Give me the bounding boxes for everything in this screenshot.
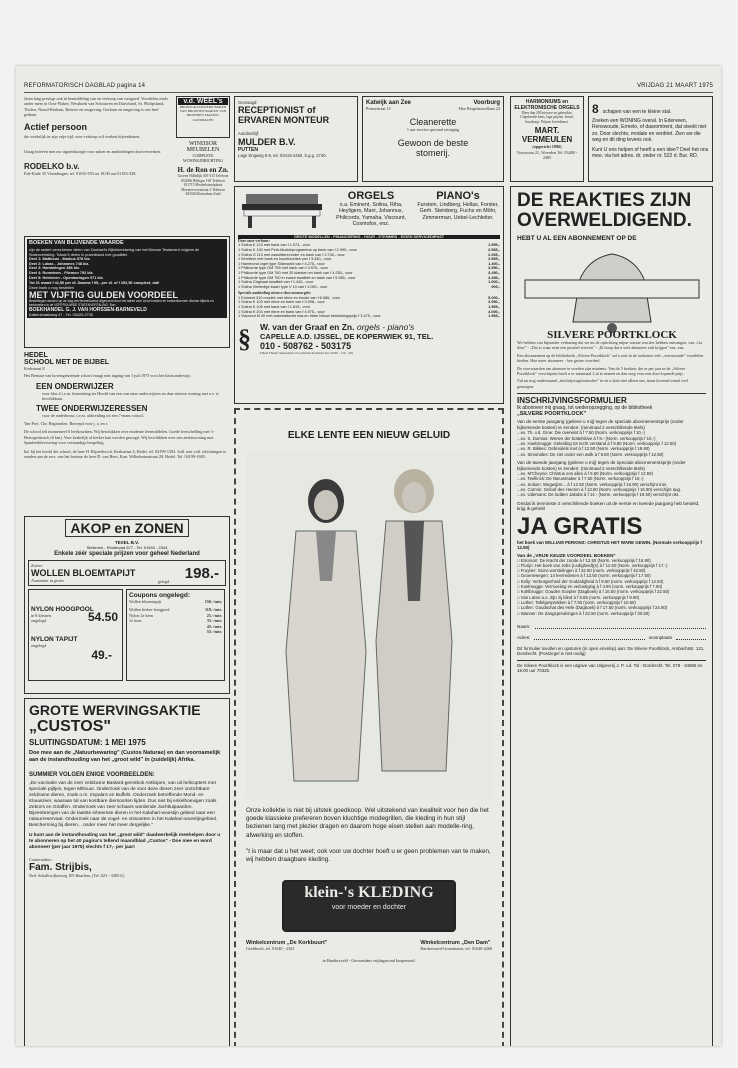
akop-ad [24,516,230,694]
form-item[interactable]: ...ex. Hoebreugge: Geleiding tot recht verstand à f 9.80 (Norm. verkoopprijs f 12.50) [517,441,677,447]
custos-title: „CUSTOS" [29,718,111,735]
capelle-address: CAPELLE A.D. IJSSEL, DE KOPERWIEK 91, TEL. [260,331,434,341]
boeken-handel: BOEKHANDEL G. J. VAN HORSSEN-BARNEVELD [29,307,147,314]
header-right: VRIJDAG 21 MAART 1975 [636,83,713,89]
wollen-title: WOLLEN BLOEMTAPIJT [31,568,136,579]
rodelko-name: RODELKO b.v. [24,162,80,172]
boeken-deel-4: Deel 4: Romeinen - Filemon 792 blz. [29,270,94,275]
summier-body: „De vacinatie van de zeer zeldzame Bastard-gemsbok Antilopen, van uit helicopters met speciale pijltjes, tegen Miltvuur. Onderzoek van de voor deze dieren zeer onzichtbare zeldzame dieren, zoals o.m. Impala's en Buffels. Onderzoek betreffende Mond- en Klauwzeer, waaraan tal van kostbare diersoorten lijden. Dus niet bij enkelhoevigen zoals Zebra's en Giraffen. Onderzoek van zeer schaars wordende Jachtluipaarden. Bijeenbrengen van de laatste inheemse dieren in het Kalahari-woestijn gebied naar een natuurreservaat. Onderzoek naar de vogel- en vissoorten in het Kalahari-woestijngebied. Bescherming bij dieren... onder meer het meer dergelijke." [29,780,218,828]
column-left [24,96,230,1038]
putten-city: PUTTEN [238,146,258,153]
boeken-heading-2: MET VIJFTIG GULDEN VOORDEEL [29,290,179,301]
price-row-value: 2.565,- [488,248,500,252]
coupon-price: 55.-/mtr. [206,629,222,635]
coupon-label: Wollen berber hoogpool [129,607,170,613]
form-footer: Dit formulier invullen en opsturen (in open envelop) aan: De Silvere Poortklock, Ambachtstr. 121, Dordrecht. (Postzegel is niet nodig) [517,645,705,657]
price-row [238,285,500,290]
windsor-title: WINDSOR MEUBELEN [186,141,220,153]
vermeulen-ad [510,96,584,182]
school-address: Kerkstraat 8 [24,366,45,371]
winkel-1-name: Winkelcentrum „De Korkbuurt" [246,940,328,947]
lente-quote: "t is maar dat u het weet; ook voor uw dochter hoeft u er geen problemen van te maken, wij hebben draagbare kleding. [246,847,491,864]
silvere-logo: SILVERE POORTKLOCK [547,329,677,341]
form-item[interactable]: □ Luther: Goudschat des Hele (Dagboek) à f 17.50 (norm. verkoopprijs f 24.50) [517,605,668,611]
actief-title: Actief persoon [24,121,88,132]
graaf-small: Filiaal Thalen, Westerblad 13 te Dordrecht mantel Tel. 01665 - 156 - 529 [260,350,353,355]
price-row-name: 1 Solina K 103 met ritme en bank van f 3.998,- voor [238,300,325,305]
woning-body: Zoeken een WONING overal. In Ederveen, Renswoude, Ermelo, of daaromtrent, dat steekt niet zo. Door slechte, modale en verdriet. Zien we die weg en dit ding tevens ook. [592,118,707,143]
price-row-value: 1.965,- [488,314,500,319]
silvere-body-4: Vul nu nog onderstaand „inschrijvingsformulier" in en u doet niet alleen ons, maar bovenal vanaf veel genoegen. [517,378,689,389]
form-item[interactable]: □ Luther: Tafelgesprekken à f 7.50 (norm. verkoopprijs f 10.50) [517,599,636,605]
form-intro-2: Van de tweede jaargang (gelieve u mij) tegen de speciale abonnementsprijs (onder bijkomende kosten) te zenden: (minimaal 2 verschillende titels) [517,459,686,471]
weel-logo: v.d. WEEL's [178,98,228,105]
form-item[interactable]: □ Ericsson: De kracht der zonde à f 12.50 (Norm. verkoopprijs f 16.90) [517,557,651,563]
lente-title: ELKE LENTE EEN NIEUW GELUID [287,430,451,441]
fam-name: Fam. Strijbis, [29,862,92,873]
pianos-col [416,190,500,233]
form-item[interactable]: ...ex. R. Bikkes: Gebreidels met à f 12.50 (Norm. verkoopprijs f 19.90) [517,446,650,452]
form-intro: Van de eerste jaargang (gelieve u mij) tegen de speciale abonnementsprijs (onder bijkomende kosten) te zenden: (minimaal 2 verschillende titels) [517,419,684,430]
winkel-1-address: Geeldreeft, tel. 01640 - 2363 [246,946,295,952]
wollen-suffix: gelegd [157,579,169,584]
coupon-price: 45.-/mtr. [206,623,222,629]
coupon-label: Wollen bloemtapijt [129,599,162,604]
price-row-value: 2.265,- [488,252,500,257]
fam-address: Ned. Schalkwijkerweg 105 Haarlem, (Tel. 023 - 338511) [29,873,125,878]
gevraagd-label: Gevraagd: [238,100,258,105]
mart-name: MART. VERMEULEN [521,126,573,145]
nylon2-price: 49.- [91,648,112,662]
graaf-text [260,322,433,356]
graaf-name-line [260,322,433,332]
header-left: REFORMATORISCH DAGBLAD pagina 14 [24,83,146,89]
price-row-value: 3.950,- [488,300,500,305]
akop-logo-wrap [28,520,226,538]
lente-body: Onze kollektie is niet bij uitstek goedkoop. Wel uitstekend van kwaliteit voor hen die het goede klassieke prefereren boven kluchtige modegrillen, die kleding in hun stijl bezienen lang met plezier dragen en daarom hoge eisen stellen aan modelle-ring, afwerking en stoffen. [246,807,489,839]
column-right [510,96,713,1038]
naam-row [517,624,706,629]
price-row-name: 1 Philicorde type GM 750 in zware kwaliteit en bank van f 5.565,- voor [238,275,356,280]
price-row-name: 1 Philicorde type GM 755 met bank van f 4.975,- voor [238,266,328,271]
silvere-body-2: Een abonnement op de bibliotheek „Silvere Poortklock" zal u ook in de toekomst vele „verrassende" voordelen bieden. Hoe meer abonnees - hoe groter voordeel. [517,352,704,364]
nylon-price: 54.50 [87,610,118,624]
lente-footer: in Hardinxveld - Giessendam vrijdagavond koopavond. [322,957,416,963]
price-row-value: 900,- [491,284,500,289]
boeken-slogan: Deze boek u nog bestellen [29,285,74,290]
intro-text: Jaren lang prestige ook in bemiddeling van en verkoop van vastgoed. Voordelen zoals onder meer in Oost-Flakee, Westhoek van Schouwen en Duiveland, St. Philipsland, Tholen, Noord-Brabant, Betuwe en omgeving, Gorkum en omgeving is ons heel gedaan. [24,96,168,118]
onderwijzer-sub: voor klas 4 t.e.m. benoeming ter Hoofd van een van onze onderwijzers en daar nieuwe woning met o.v. is beschikbaar. [42,390,219,402]
putten-address: Lage Engweg 6-8, tel. 03419-2450, b.g.g. 2740. [238,152,327,158]
winkel-2-name: Winkelcentrum „Den Dam" [420,940,491,947]
page-header [24,82,713,93]
orgel-bar: GROTE MODELLEN - FINANCIERING - HUUR - STEMMEN - EIGEN SERVICEDIENST [238,235,500,239]
coupon-label: 1e keus [129,618,142,624]
orgel-image-wrap [238,190,326,233]
vrije-items [517,558,706,616]
school-contact: Inl. bij het hoofd der school, de heer H. Rijsterbosch, Kerkstraat 4, Hedel, tel. 04199-1392. Soll. met volt. inlichtingen te zenden aan de secr. van het bestuur de heer D. van Hees, Kon. Wilhelminastraat 20, Hedel. Tel. 04199-1683. [24,448,227,460]
form-item[interactable]: □ Florijn: Het boek van Jobs (Ledigheid)(e) à f 12.50 (Norm. verkoopprijs f 17.-) [517,562,668,568]
coupons-box [126,589,225,681]
orgels-ad [234,186,504,404]
klein-logo [282,880,456,932]
form-item[interactable]: ...ex. Simonides: De ziel onder een wolk à f 9.80 (Norm. verkoopprijs f 12.50) [517,451,664,457]
school-name: SCHOOL MET DE BIJBEL [24,359,110,366]
price-row [238,314,500,319]
winkel-2-address: Hardervoord-Groesmeten, tel. 01640-4260 [420,946,492,952]
akop-address: Steilenstr - Rinderpad 877 - Tel. 01940 - 2344 [86,545,168,550]
form-item[interactable]: □ Koelmogge: Vermoeiing en verlustiging à f 4.90 (norm. verkoopprijs f 7.50) [517,584,663,590]
woning-number: 8 [592,102,599,116]
lente-ad [234,408,504,1046]
models-photo [246,451,492,799]
winkel-1 [246,940,327,951]
coupon-price: 25.-/mtr. [206,612,222,618]
divider [517,660,706,661]
mart-year: (opgericht 1896) [532,144,562,150]
actief-body: die werkelijk in zijn vrije tijd, voor verkoop wil werken bijverdienen. [24,133,141,139]
column-middle [234,96,504,1038]
nylon2-title: NYLON TAPIJT [31,635,78,643]
doe-mee: Doe mee aan de „Natuurbewaring" (Custos Naturae) en dan voornamelijk aan de instandhouding van het „groot wild" in (zuidelijk) Afrika. [29,750,221,763]
form-item[interactable]: ...ex. Solium: Wegwijzer... à f 12.50 (Norm. verkoopprijs f 16.90) verschijnt mei. [517,481,668,487]
boeken-deel-5: Deel 5: Hebreeen - Openbaringen 571 blz. [29,275,104,280]
price-row-name: 1 Solina K 106 met bank van f 1.819,- voor [238,304,310,309]
weel-sub: BRONSGRASOWERIJ BOREN VAN BRONNEN MAKEN VAN BRONNEN MAKING ZANDPALEN [179,105,227,122]
autobedrijf-label: Autobedrijf: [238,131,260,137]
coupon-price: 118.-/mtr. [204,607,222,613]
bell-illustration [517,246,707,336]
price-row-value: 1.400,- [488,261,500,266]
cleanerette-addresses [366,106,500,111]
vrije-title: Van de „VRIJE KEUZE VOORDEEL BOEKEN" [517,552,616,558]
form-sub: Ik abonneer mij graag, tot wederopzegging, op de bibliotheek [517,405,653,412]
orgel-list [238,243,500,289]
price-row-value: 1.565,- [488,304,500,309]
mulder-name: MULDER B.V. [238,136,296,147]
boeken-address: Kalkenbraakweg 47 - Tel. 03420-2735 [29,312,93,317]
naam-field[interactable] [535,624,706,629]
coupon-price: 35.-/mtr. [206,618,222,624]
newspaper-page [16,66,721,1046]
rodelko-address: Ede-Kade 35 Vlaardingen, tel. 01010-555 na 18.00 uur 01183-338. [24,171,137,177]
winkel-2 [420,940,492,951]
school-requirements: Van Prot. Chr. Beginselen. Beroepd voor j. a. en r. [24,421,108,427]
nylon-sub: in 8 kleuren [31,613,52,618]
form-item[interactable]: □ Van Laren a.o. Zijn zij blind à f 5.85 (norm. verkoopprijs f 8.90) [517,594,640,600]
adres-label: Adres: [517,634,531,640]
graaf-phone: 010 - 508762 - 503175 [260,340,352,351]
price-row-name: 1 Wurlitzer met bank en koortfuncties van f 3.340,- voor [238,257,332,262]
school-intro: Het Bestuur van bovengenoemde school vraagt met ingang van 1 juli 1975 voor het basisonderwijs: [24,373,192,379]
price-row-name: 1 Solina K 123 met bank van f 1.973,- voor [238,243,310,248]
form-item[interactable]: ...ex. M'Cheyne: Christus ons alles à f 9.50 (Norm. verkoopprijs f 12.50) [517,471,653,477]
boeken-deel-2: Deel 2: Lukas - Johannes 748 blz. [29,261,90,266]
adres-row [517,635,706,640]
gratis-sub: het boek van WILLIAM PERKINS: CHRISTUS HET WARE GEWIN. (Normale verkoopprijs f 12.50) [517,539,702,551]
form-title: INSCHRIJVINGSFORMULIER [517,396,627,406]
graaf-name: W. van der Graaf en Zn. [260,321,355,332]
price-row-value: 4.000,- [488,309,500,314]
boeken-deel-1: Deel 1: Mattheus - Markus 578 blz. [29,257,91,262]
nylon-title: NYLON HOOGPOOL [31,606,94,613]
receptionist-title: RECEPTIONIST of ERVAREN MONTEUR [238,105,330,126]
twee-sub: voor de onderbouw, i.e.m. uitbreiding tot een 7-mans school. [42,412,144,418]
woning-ad [588,96,713,182]
windsor-ad [176,141,230,197]
boeken-price: Tot 31 maart f 42,50 per dl. Daarna f 55,- per dl. of f 252,50 compleet, dat! [29,281,160,286]
boeken-title: BOEKEN VAN BLIJVENDE WAARDE [27,239,227,247]
gratis-title: JA GRATIS [517,512,643,540]
akop-logo: AKOP en ZONEN [65,519,188,537]
windsor-address: Groene Hilledijk 305-315 Telefoon 852066 Hillegas 169 Telefoon 811715 Meubelstandplaats Meentervoortstraat 4 Telefoon 845040 Rotterdam-Zuid [177,174,229,197]
form-outro: Omdat ik tenminste 2 verschillende boeken uit de eerste en tweede jaargang heb besteld, krijg ik gehéél [517,500,700,512]
orgel-image [238,190,326,228]
boeken-deel-3: Deel 3: Handelingen 386 blz. [29,266,81,271]
price-row-name: 1 Solina K 204 met ritme en bank van f 4.975,- voor [238,309,325,314]
graaf-logo-icon: § [238,323,251,353]
price-row-name: 1 Solina K 130 met Perk-Muziekprogramma op bank van f 2.990,- voor [238,248,357,252]
cleanerette-name: Cleanerette [409,117,457,128]
wollen-sub: Axminster in groen [31,578,64,584]
naam-label: Naam: [517,623,531,629]
weel-box [176,96,230,138]
onderwijzer-title: EEN ONDERWIJZER [36,381,114,391]
harmoniums-body: Meer dan 200 nieuwe en gebruikte. Uitgebreide keus, lage prijzen. Inruil, huurkoop. Prijzen leverdienst. [520,111,574,124]
form-item[interactable]: □ Wanner: De Zangspreukingen à f 22.50 (norm. verkoopprijs f 30.50) [517,610,650,616]
boeken-body: zijn de sedert verschenen delen van Dachsel's Bijbelverklaring van het Nieuwe Testament volgens de Statenvertaling. Totaal 5 delen in prachtband met goudtitel. [29,248,200,257]
voorburg-city: Voorburg [473,100,500,106]
form-item[interactable]: □ Groenewegen: 14 leerredenen à f 13.50 (norm. verkoopprijs f 17.50) [517,573,651,579]
adres-field[interactable] [534,635,644,640]
divider [517,393,706,394]
graaf-block [238,322,500,356]
reakties-title: DE REAKTIES ZIJN OVERWELDIGEND. [517,190,692,231]
price-row-value: 2.565,- [488,257,500,262]
woning-head [592,100,709,118]
woning-pre: schapen van een te kleine stal. [602,109,672,115]
uitgave-note: De Silvere Poortklock is een uitgave van Uitgeverij J. P. v.d. Tol - Dordrecht. Tel. 078 - 34586 en 19.00 uur 70325. [517,662,703,674]
nylon-box [28,589,123,681]
cleanerette-ad [362,96,504,182]
akop-city: TEXEL B.V. [114,540,139,545]
price-row-name: 1 Solina Originaal kwaliteit van f 1.440,- voor [238,280,314,285]
wollen-price: 198.- [184,565,219,582]
price-row-name: 1 Solina Vierledige kwart type V 10 van f 1.090,- voor [238,284,328,289]
form-item[interactable]: ...ex. Teellinck: De Nieuwmaker à f 7.50 (Norm. verkoopprijs f 10,-) [517,476,644,482]
grote-title: GROTE WERVINGSAKTIE [29,702,201,718]
coupon-row [129,599,222,604]
orgels-top [238,190,500,233]
form-item[interactable]: ...ex. Th. v.d. Groe: Die overwint à f 7.50 (Norm. verkoopprijs f 10,-) [517,430,645,436]
wollen-box [28,560,226,586]
form-item[interactable]: □ Kelly: Verborgenheid der Godzaligheid à f 9.50 (norm. verkoopprijs f 12.50) [517,578,664,584]
form-item[interactable]: □ Fruytier: Sions worstelingen à f 32.50 (norm. verkoopprijs f 42.50) [517,568,646,574]
graaf-sub: orgels - piano's [356,321,415,332]
summier-title: SUMMIER VOLGEN ENIGE VOORBEELDEN: [29,771,155,778]
gewoon-slogan: Gewoon de beste stomerij. [397,137,469,158]
form-item[interactable]: □ Kohlbrugge: Gouden Scepter (Dagboek) à f 16.50 (norm. verkoopprijs f 22.50) [517,589,670,595]
winkels [246,940,492,951]
coupon-price: 150.-/mtr. [204,599,222,604]
coupons-title: Coupons ongelegd: [129,592,191,599]
windsor-sub: COMPLETE WONINGINRICHTING [183,153,223,163]
price-row-value: 1.000,- [488,280,500,285]
boeken-ad [24,236,230,348]
form-silvere: „SILVERE POORTKLOCK" [517,411,587,418]
contact-label: Contactadres: [29,856,53,862]
price-row-name: 1 Hammond orgel type Sideworld van f 4.275,- voor [238,261,325,266]
mulder-ad [234,96,358,182]
orgels-brands: o.a. Eminent, Solina, Riha, Heyligers, Mani, Johannus, Philicords, Yamaha, Viscount, Cosmofox, enz. [336,202,406,228]
akop-lower [28,589,226,681]
pianos-title: PIANO's [436,190,480,202]
price-row-name: 1 Philicorde type GM 760 met 20 klanken en bank van f 4.250,- voor [238,270,353,275]
coupon-label: Nylon 2e keus [129,612,154,618]
woning-tail: Kunt U ons helpen of heeft u een idee? Deel het ons mee, via het adres. dr. onder nr. 522 d. Bur. RD. [592,147,709,160]
orgels-col [330,190,412,233]
weel-ad [176,96,230,197]
school-body: De school telt momenteel 6 leerkrachten. Wij beschikken over moderne leermiddelen. Goede leerschelling met 's-Hertogenbosch (6 km). Voor kerkelijk of kerker kan worden gezorgd. Wij beschikken over een ambtswoning met Spanbeddiversering voor verstandige bespeling. [24,429,215,446]
intro-block [24,96,170,177]
form-item[interactable]: ...ex. S. Domius: Wenen der bottelskive à f 8.- (Norm. verkoopprijs f 10,-) [517,435,656,441]
price-row-value: 3.950,- [488,266,500,271]
wollen-pre: Zuiver [31,563,43,568]
klein-title: klein-'s KLEDING [304,884,434,902]
hebt-line: HEBT U AL EEN ABONNEMENT OP DE [517,235,637,242]
boeken-body-wrap [27,247,227,318]
voorburg-address: Hoe Bergsheuvellaan 24 [458,106,500,111]
woonplaats-label: woonplaats [648,634,672,640]
orgel-list-title: Door onze verhuur: [238,239,270,243]
price-row-value: 3.450,- [488,270,500,275]
klein-sub: voor moeder en dochter [331,904,407,912]
price-row-value: 5.000,- [488,295,500,300]
katwijk-address: Prinsestraat 15 [366,106,391,111]
silvere-body-3: De voorwaarden om abonnee te worden zijn minimis: Van de 5 boeken, die er per jaar in de „Silvere Poortklock" verschijnen hoeft u er minimaal 2 af te nemen en dan zorg voor een door-lopende prijs. [517,365,686,377]
mart-address: Voorstraat 21, Woerden Tel. 03480 - 2485 [516,149,578,161]
nylon2-sub: ongelegd [31,642,47,648]
windsor-name: H. de Ron en Zn. [177,166,229,174]
sluiting-date: SLUITINGSDATUM: 1 MEI 1975 [29,738,146,747]
nylon-sub-2: ongelegd [31,618,47,624]
hedel-city: HEDEL [24,352,48,359]
katwijk-city: Katwijk aan Zee [366,100,412,106]
boeken-small: Bestellingen worden op de dag van binnenkomst uitgevoerd door het adres voor al uw boeken en boekenbonnen diverse bijbels en kerkboeken in de VERTROUWDE STATENVERTALING. Bon: [29,299,214,308]
price-row-value: 4.495,- [488,275,500,280]
harmoniums-title: HARMONIUMS en ELEKTRONISCHE ORGELS [514,99,580,111]
hedel-ad [24,352,230,459]
form-items-2 [517,471,706,497]
pianos-brands: Furstein, Lindberg, Hellas, Forster, Gerh. Steinberg, Fuchs en Möhr, Zimmerman, Uebel-Lechleiter. [417,202,499,221]
price-row-value: 1.595,- [488,243,500,248]
orgel-list-2 [238,296,500,319]
form-item[interactable]: ...ex. Comrie: Geloof des Heeren à f 13.50 (Norm. verkoopprijs f 16.90) verschijnt aug. [517,487,682,492]
woonplaats-field[interactable] [676,635,706,640]
price-row-name: 1 Solina G 110 met cassetterecorder en bank van f 2.740,- voor [238,252,345,257]
orgel-list2-title: Speciale aanbieding nieuwe showroomorgels: [238,291,312,296]
coupon-row [129,629,222,634]
orgels-title: ORGELS [347,190,395,202]
form-item[interactable]: ...ex. Udemans: De ludden Jakobs à f 14.- (Norm. verkoopprijs f 19.50) verschijnt okt. [517,492,680,498]
akop-slogan: Enkele zéér speciale prijzen voor geheel Nederland [54,551,200,557]
silvere-body: We hebben van bijzonder verbazing dat we nu de oprichting mijne warme reacties hebben ontvangen, van „Ga door" - „Dat is waar eens een positief streven" - „Ik hoop dat u veel abonnees zult krijgen" enz. enz. [517,340,703,351]
silvere-ad [510,186,713,1046]
actief-body-2: Graag brieven met uw sigarenkoopje voor zaken en aanbiedingen doorverwerken. [24,149,162,155]
price-row-name: 1 Eminent 310 muziek met ritme en bonde van f 6.086,- voor [238,295,340,300]
price-row-name: 1 Viscount M 40 met automatische bas en ritme Nieuw bestrekingsprijs f 3.475,- voor [238,314,381,319]
custos-abonnee: U kunt aan de instandhouding van het „groot wild" daadwerkelijk meehelpen door u te abonneren op het 40 pagina's tellend maandblad „Custos" - Doe mee en word abonnee! (per jaar 1975) slechts f 17,- per jaar! [29,832,221,850]
custos-ad [24,698,230,1046]
form-items [517,430,706,456]
cleanerette-sub: 1 uur service speciaal reiniging [406,127,460,133]
twee-title: TWEE ONDERWIJZERESSEN [36,403,148,413]
